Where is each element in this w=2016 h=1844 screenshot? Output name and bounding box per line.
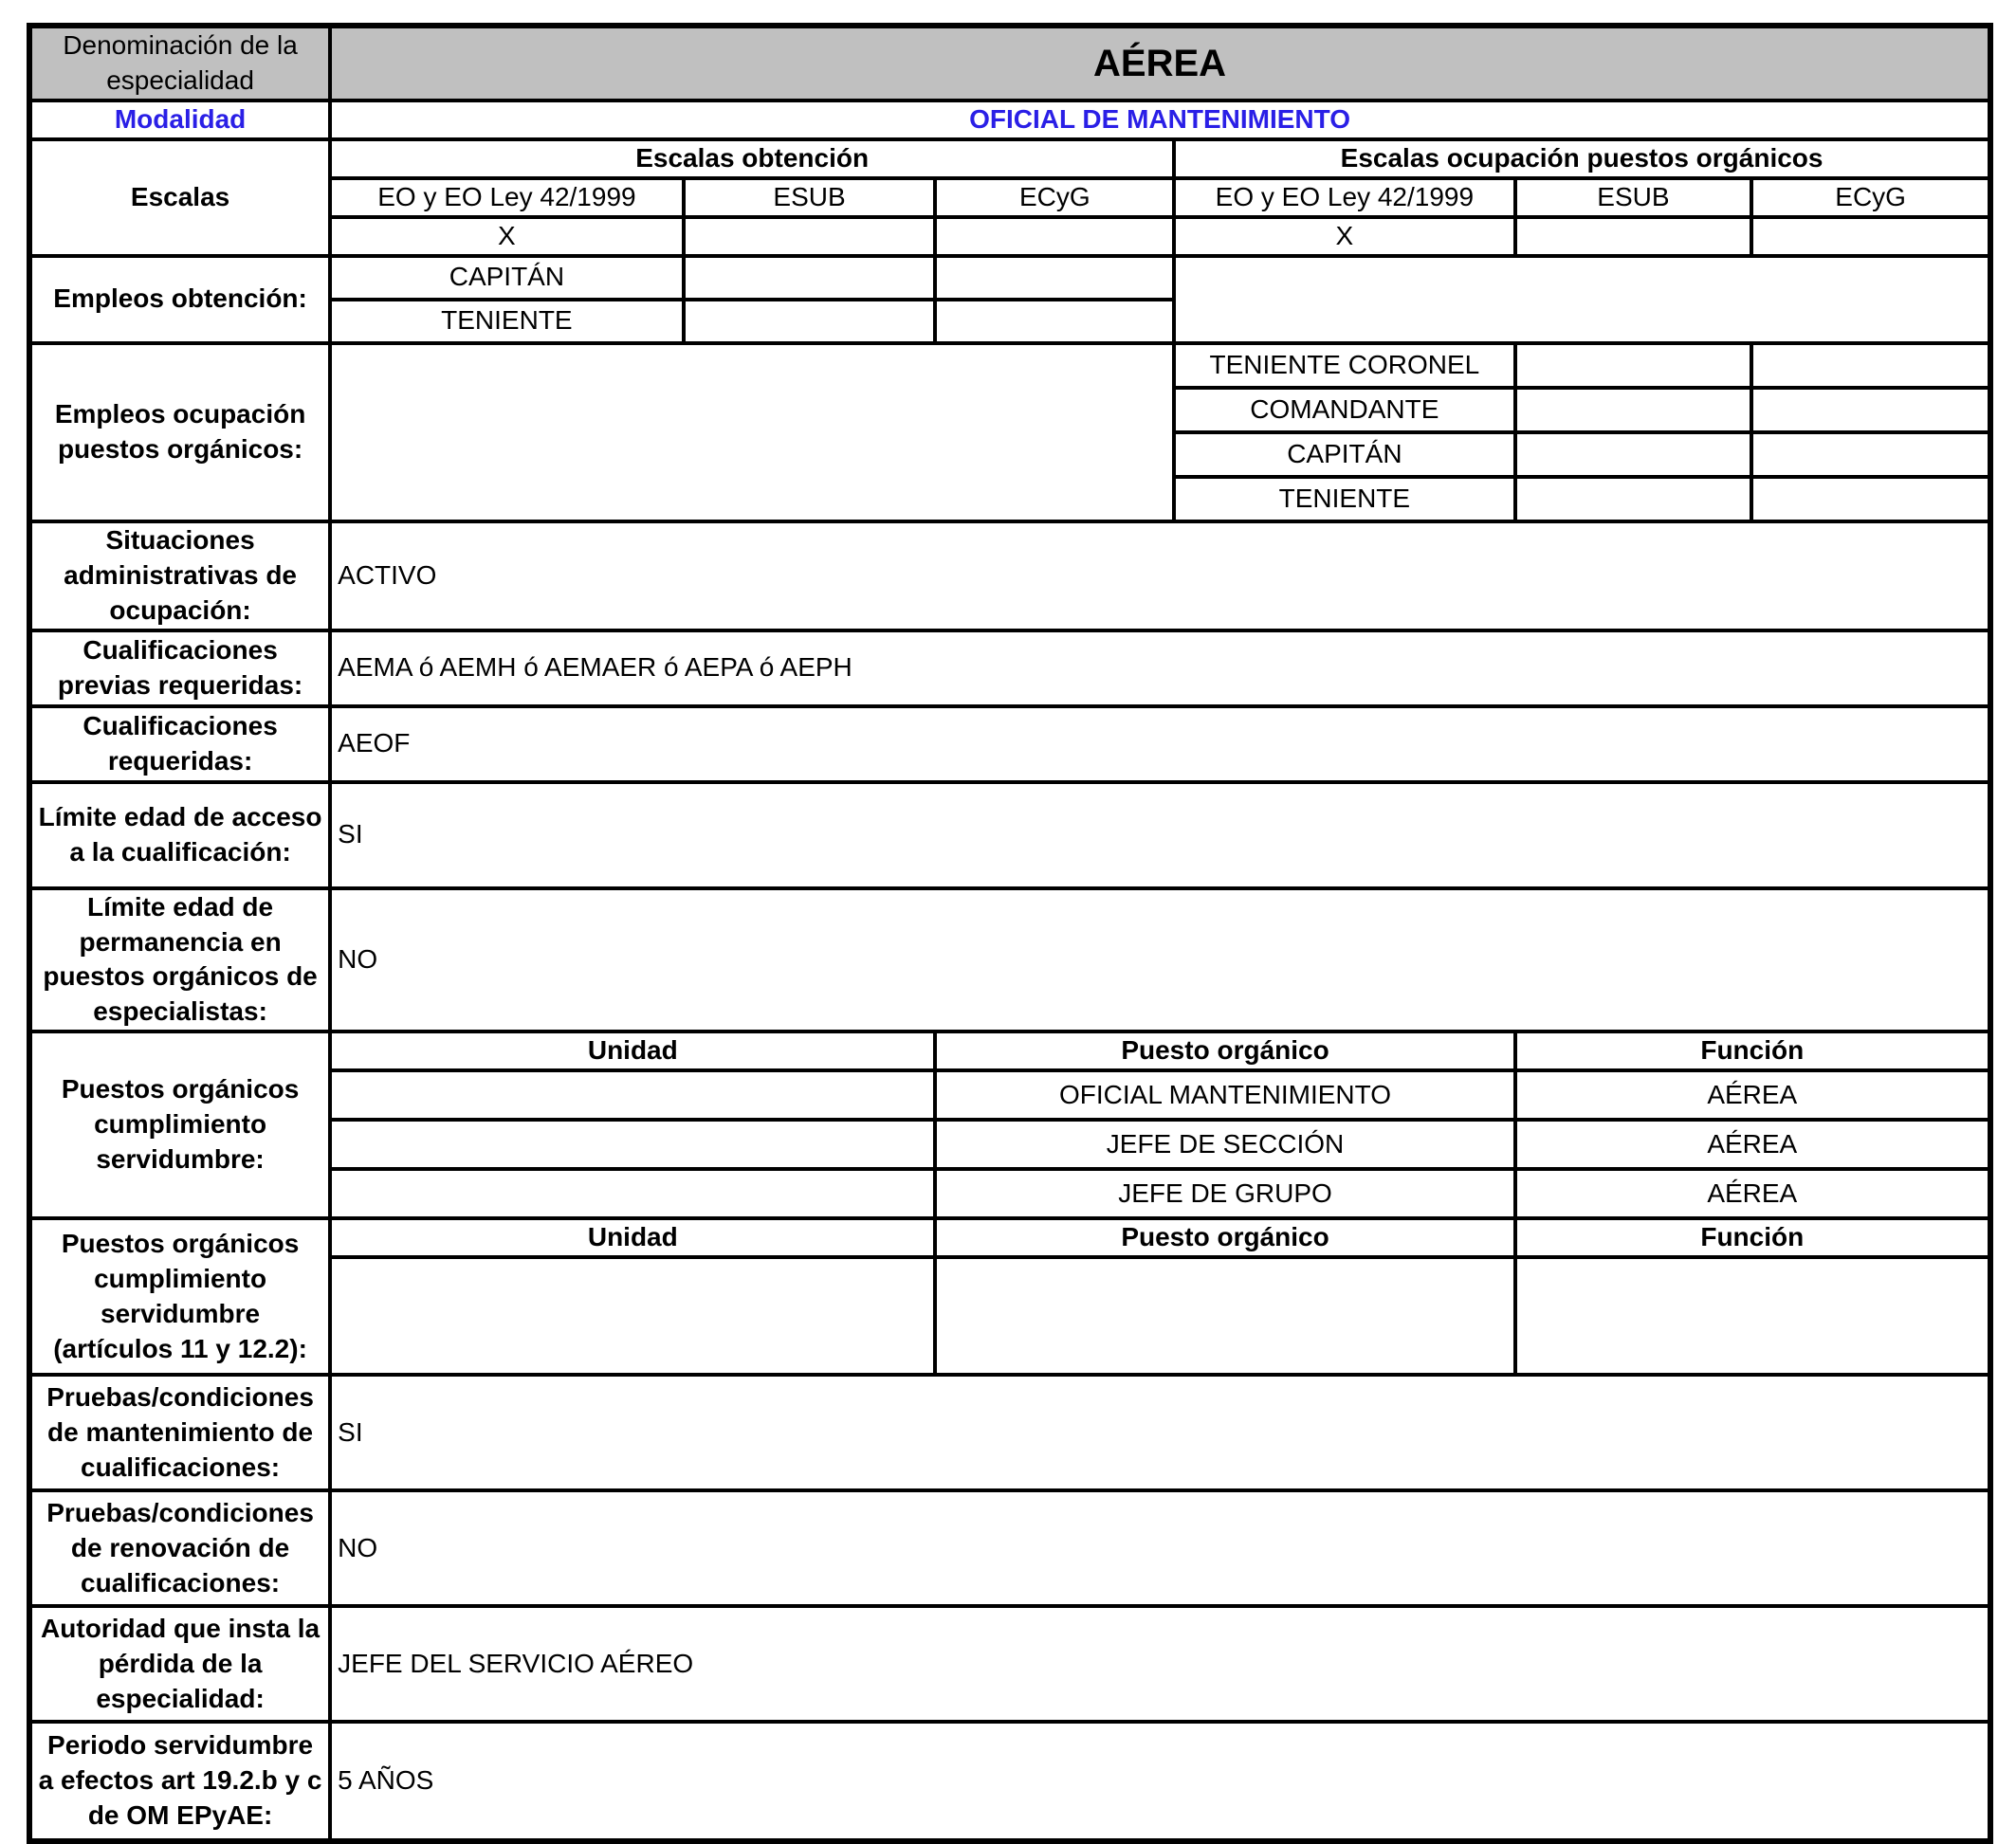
situaciones-label: Situaciones administrativas de ocupación:	[29, 521, 330, 630]
escala-column-header: ECyG	[1751, 178, 1990, 217]
puesto-organico-cell: OFICIAL MANTENIMIENTO	[935, 1070, 1514, 1120]
empleos-ocupacion-label: Empleos ocupación puestos orgánicos:	[29, 343, 330, 521]
unidad-header: Unidad	[330, 1032, 935, 1070]
escalas-ocupacion-header: Escalas ocupación puestos orgánicos	[1174, 139, 1990, 178]
puesto-organico-header: Puesto orgánico	[935, 1218, 1514, 1257]
cualif-requeridas-value: AEOF	[330, 706, 1990, 782]
empty-cell	[1515, 1257, 1990, 1375]
pruebas-mantenimiento-value: SI	[330, 1375, 1990, 1490]
escala-mark: X	[1174, 217, 1514, 256]
cualif-previas-label: Cualificaciones previas requeridas:	[29, 630, 330, 706]
empty-cell	[1515, 388, 1752, 432]
funcion-cell: AÉREA	[1515, 1070, 1990, 1120]
escala-column-header: ECyG	[935, 178, 1174, 217]
empleo-ocupacion-cell: CAPITÁN	[1174, 432, 1514, 477]
escala-mark	[1751, 217, 1990, 256]
modalidad-value: OFICIAL DE MANTENIMIENTO	[330, 100, 1990, 139]
empty-cell	[684, 300, 936, 343]
unidad-header: Unidad	[330, 1218, 935, 1257]
escalas-label: Escalas	[29, 139, 330, 256]
unidad-cell	[330, 1070, 935, 1120]
empty-cell	[1515, 343, 1752, 388]
empleo-obtencion-cell: CAPITÁN	[330, 256, 684, 300]
empty-cell	[1515, 477, 1752, 521]
cualif-requeridas-label: Cualificaciones requeridas:	[29, 706, 330, 782]
empty-cell	[1751, 432, 1990, 477]
modalidad-label: Modalidad	[29, 100, 330, 139]
limite-acceso-value: SI	[330, 782, 1990, 888]
periodo-label: Periodo servidumbre a efectos art 19.2.b y c de OM EPyAE:	[29, 1722, 330, 1841]
empty-cell	[1751, 388, 1990, 432]
pruebas-renovacion-label: Pruebas/condiciones de renovación de cualificaciones:	[29, 1490, 330, 1606]
funcion-header: Función	[1515, 1032, 1990, 1070]
unidad-cell	[330, 1169, 935, 1218]
puesto-organico-header: Puesto orgánico	[935, 1032, 1514, 1070]
specialty-sheet	[27, 23, 1993, 1844]
puesto-organico-cell: JEFE DE GRUPO	[935, 1169, 1514, 1218]
escala-column-header: ESUB	[684, 178, 936, 217]
escala-mark	[935, 217, 1174, 256]
puestos-articulos-label: Puestos orgánicos cumplimiento servidumbre (artículos 11 y 12.2):	[29, 1218, 330, 1375]
autoridad-label: Autoridad que insta la pérdida de la especialidad:	[29, 1606, 330, 1722]
empty-cell	[1515, 432, 1752, 477]
escala-column-header: EO y EO Ley 42/1999	[330, 178, 684, 217]
pruebas-mantenimiento-label: Pruebas/condiciones de mantenimiento de cualificaciones:	[29, 1375, 330, 1490]
empty-cell	[684, 256, 936, 300]
cualif-previas-value: AEMA ó AEMH ó AEMAER ó AEPA ó AEPH	[330, 630, 1990, 706]
empty-cell	[1751, 343, 1990, 388]
empleo-ocupacion-cell: TENIENTE CORONEL	[1174, 343, 1514, 388]
autoridad-value: JEFE DEL SERVICIO AÉREO	[330, 1606, 1990, 1722]
escala-mark: X	[330, 217, 684, 256]
periodo-value: 5 AÑOS	[330, 1722, 1990, 1841]
limite-acceso-label: Límite edad de acceso a la cualificación:	[29, 782, 330, 888]
empty-cell	[935, 300, 1174, 343]
funcion-cell: AÉREA	[1515, 1169, 1990, 1218]
escala-mark	[684, 217, 936, 256]
escala-column-header: EO y EO Ley 42/1999	[1174, 178, 1514, 217]
empty-cell	[330, 343, 1174, 521]
empty-cell	[330, 1257, 935, 1375]
empleos-obtencion-label: Empleos obtención:	[29, 256, 330, 343]
puestos-servidumbre-label: Puestos orgánicos cumplimiento servidumbre:	[29, 1032, 330, 1218]
situaciones-value: ACTIVO	[330, 521, 1990, 630]
escala-mark	[1515, 217, 1752, 256]
escala-column-header: ESUB	[1515, 178, 1752, 217]
funcion-cell: AÉREA	[1515, 1120, 1990, 1169]
empty-cell	[935, 1257, 1514, 1375]
escalas-obtencion-header: Escalas obtención	[330, 139, 1174, 178]
empleo-obtencion-cell: TENIENTE	[330, 300, 684, 343]
puesto-organico-cell: JEFE DE SECCIÓN	[935, 1120, 1514, 1169]
pruebas-renovacion-value: NO	[330, 1490, 1990, 1606]
denominacion-label: Denominación de la especialidad	[29, 26, 330, 100]
funcion-header: Función	[1515, 1218, 1990, 1257]
empleo-ocupacion-cell: COMANDANTE	[1174, 388, 1514, 432]
empty-cell	[935, 256, 1174, 300]
unidad-cell	[330, 1120, 935, 1169]
empleo-ocupacion-cell: TENIENTE	[1174, 477, 1514, 521]
empty-cell	[1751, 477, 1990, 521]
limite-permanencia-value: NO	[330, 888, 1990, 1032]
denominacion-value: AÉREA	[330, 26, 1990, 100]
limite-permanencia-label: Límite edad de permanencia en puestos orgánicos de especialistas:	[29, 888, 330, 1032]
empty-cell	[1174, 256, 1990, 343]
